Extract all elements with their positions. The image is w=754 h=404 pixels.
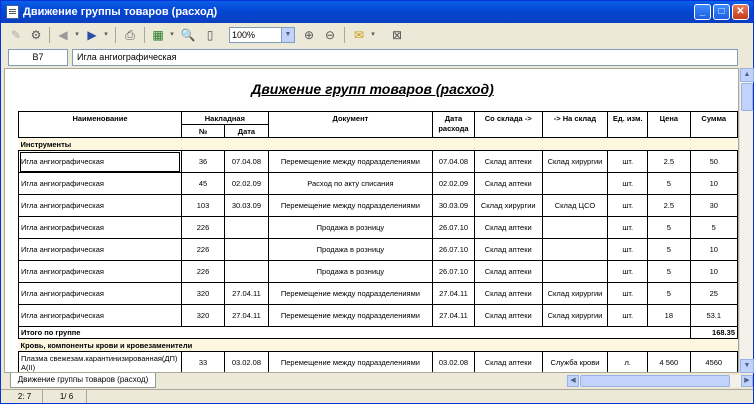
name-cell[interactable]: Игла ангиографическая [19, 173, 182, 195]
name-cell[interactable]: Игла ангиографическая [19, 283, 182, 305]
excel-export-icon[interactable]: ▦ [152, 28, 164, 42]
back-icon[interactable]: ◀ [58, 28, 68, 42]
col-expense-date: Дата расхода [433, 112, 475, 138]
table-row[interactable]: Игла ангиографическая 103 30.03.09 Перемещение между подразделениями 30.03.09 Склад хирургии Склад ЦСО шт. 2.5 30 [19, 195, 738, 217]
forward-icon[interactable]: ▶ [87, 28, 97, 42]
toolbar [3, 24, 752, 46]
table-row[interactable]: Игла ангиографическая 320 27.04.11 Перемещение между подразделениями 27.04.11 Склад аптеки Склад хирургии шт. 18 53.1 [19, 305, 738, 327]
status-bar [1, 389, 753, 403]
print-icon[interactable]: ⎙ [125, 28, 135, 42]
col-invoice-date: Дата [225, 125, 269, 138]
col-invoice-no: № [181, 125, 224, 138]
table-row[interactable]: Плазма свежезам.карантинизированная(ДП) А(II) 33 03.02.08 Перемещение между подразделениями 03.02.08 Склад аптеки Служба крови л. 4 560 4560 [19, 352, 738, 374]
pencil-icon[interactable]: ✎ [10, 28, 22, 42]
col-unit: Ед. изм. [608, 112, 648, 138]
col-price: Цена [648, 112, 690, 138]
maximize-button[interactable]: □ [713, 4, 730, 20]
preview-icon[interactable]: 🔍 [180, 28, 196, 42]
sheet-tab[interactable]: Движение группы товаров (расход) [10, 373, 156, 388]
table-row[interactable]: Игла ангиографическая 226 Продажа в розницу 26.07.10 Склад аптеки шт. 5 5 [19, 217, 738, 239]
close-report-icon[interactable]: ⊠ [391, 28, 403, 42]
col-to-store: -> На склад [542, 112, 608, 138]
export-dropdown-icon[interactable]: ▾ [170, 31, 174, 38]
name-cell[interactable]: Игла ангиографическая [19, 261, 182, 283]
col-from-store: Со склада -> [474, 112, 542, 138]
name-cell[interactable]: Игла ангиографическая [19, 217, 182, 239]
formula-bar [4, 48, 750, 67]
email-icon[interactable]: ✉ [353, 28, 365, 42]
report-sheet [4, 68, 739, 373]
title-bar [1, 1, 753, 23]
table-row[interactable]: Игла ангиографическая 226 Продажа в розницу 26.07.10 Склад аптеки шт. 5 10 [19, 239, 738, 261]
name-cell[interactable]: Игла ангиографическая [19, 239, 182, 261]
chevron-down-icon[interactable]: ▼ [281, 28, 294, 42]
table-row[interactable]: Игла ангиографическая 45 02.02.09 Расход по акту списания 02.02.09 Склад аптеки шт. 5 10 [19, 173, 738, 195]
group-row: Кровь, компоненты крови и кровезаменители [19, 339, 738, 352]
report-table [18, 111, 738, 373]
zoom-select[interactable]: 100% ▼ [229, 27, 295, 43]
minimize-button[interactable]: _ [694, 4, 711, 20]
col-document: Документ [268, 112, 432, 138]
group-total-row: Итого по группе 168.35 [19, 327, 738, 339]
settings-icon[interactable]: ⚙ [30, 28, 42, 42]
col-invoice: Накладная [181, 112, 268, 125]
scroll-up-icon[interactable]: ▲ [740, 68, 754, 82]
header-row [19, 112, 738, 125]
forward-dropdown-icon[interactable]: ▾ [104, 31, 108, 38]
close-button[interactable]: ✕ [732, 4, 749, 20]
report-title: Движение групп товаров (расход) [251, 81, 494, 97]
name-cell[interactable]: Плазма свежезам.карантинизированная(ДП) А(II) [19, 352, 182, 374]
col-sum: Сумма [690, 112, 737, 138]
zoom-out-icon[interactable]: ⊖ [324, 28, 336, 42]
scroll-down-icon[interactable]: ▼ [740, 359, 754, 373]
report-icon [6, 5, 19, 19]
page-indicator: 1/ 6 [47, 390, 87, 403]
group-row: Инструменты [19, 138, 738, 151]
group-total-sum: 168.35 [690, 327, 737, 339]
page-icon[interactable]: ▯ [206, 28, 214, 42]
sheet-tab-bar [4, 373, 753, 388]
email-dropdown-icon[interactable]: ▾ [371, 31, 375, 38]
cell-reference[interactable]: B7 [8, 49, 68, 66]
name-cell[interactable]: Игла ангиографическая [19, 305, 182, 327]
zoom-in-icon[interactable]: ⊕ [303, 28, 315, 42]
table-row[interactable]: Игла ангиографическая 36 07.04.08 Перемещение между подразделениями 07.04.08 Склад аптеки Склад хирургии шт. 2.5 50 [19, 151, 738, 173]
scroll-right-icon[interactable]: ▶ [741, 375, 753, 387]
name-cell[interactable]: Игла ангиографическая [19, 195, 182, 217]
cursor-position: 2: 7 [7, 390, 43, 403]
name-cell[interactable]: Игла ангиографическая [19, 151, 182, 173]
table-row[interactable]: Игла ангиографическая 226 Продажа в розницу 26.07.10 Склад аптеки шт. 5 10 [19, 261, 738, 283]
horizontal-scrollbar[interactable] [567, 375, 753, 387]
scroll-thumb[interactable] [741, 83, 753, 111]
col-name: Наименование [19, 112, 182, 138]
table-row[interactable]: Игла ангиографическая 320 27.04.11 Перемещение между подразделениями 27.04.11 Склад аптеки Склад хирургии шт. 5 25 [19, 283, 738, 305]
back-dropdown-icon[interactable]: ▾ [75, 31, 79, 38]
cell-value-field[interactable]: Игла ангиографическая [72, 49, 738, 66]
window-title: Движение группы товаров (расход) [23, 6, 218, 18]
hscroll-thumb[interactable] [580, 375, 730, 387]
scroll-left-icon[interactable]: ◀ [567, 375, 579, 387]
vertical-scrollbar[interactable] [739, 68, 753, 373]
